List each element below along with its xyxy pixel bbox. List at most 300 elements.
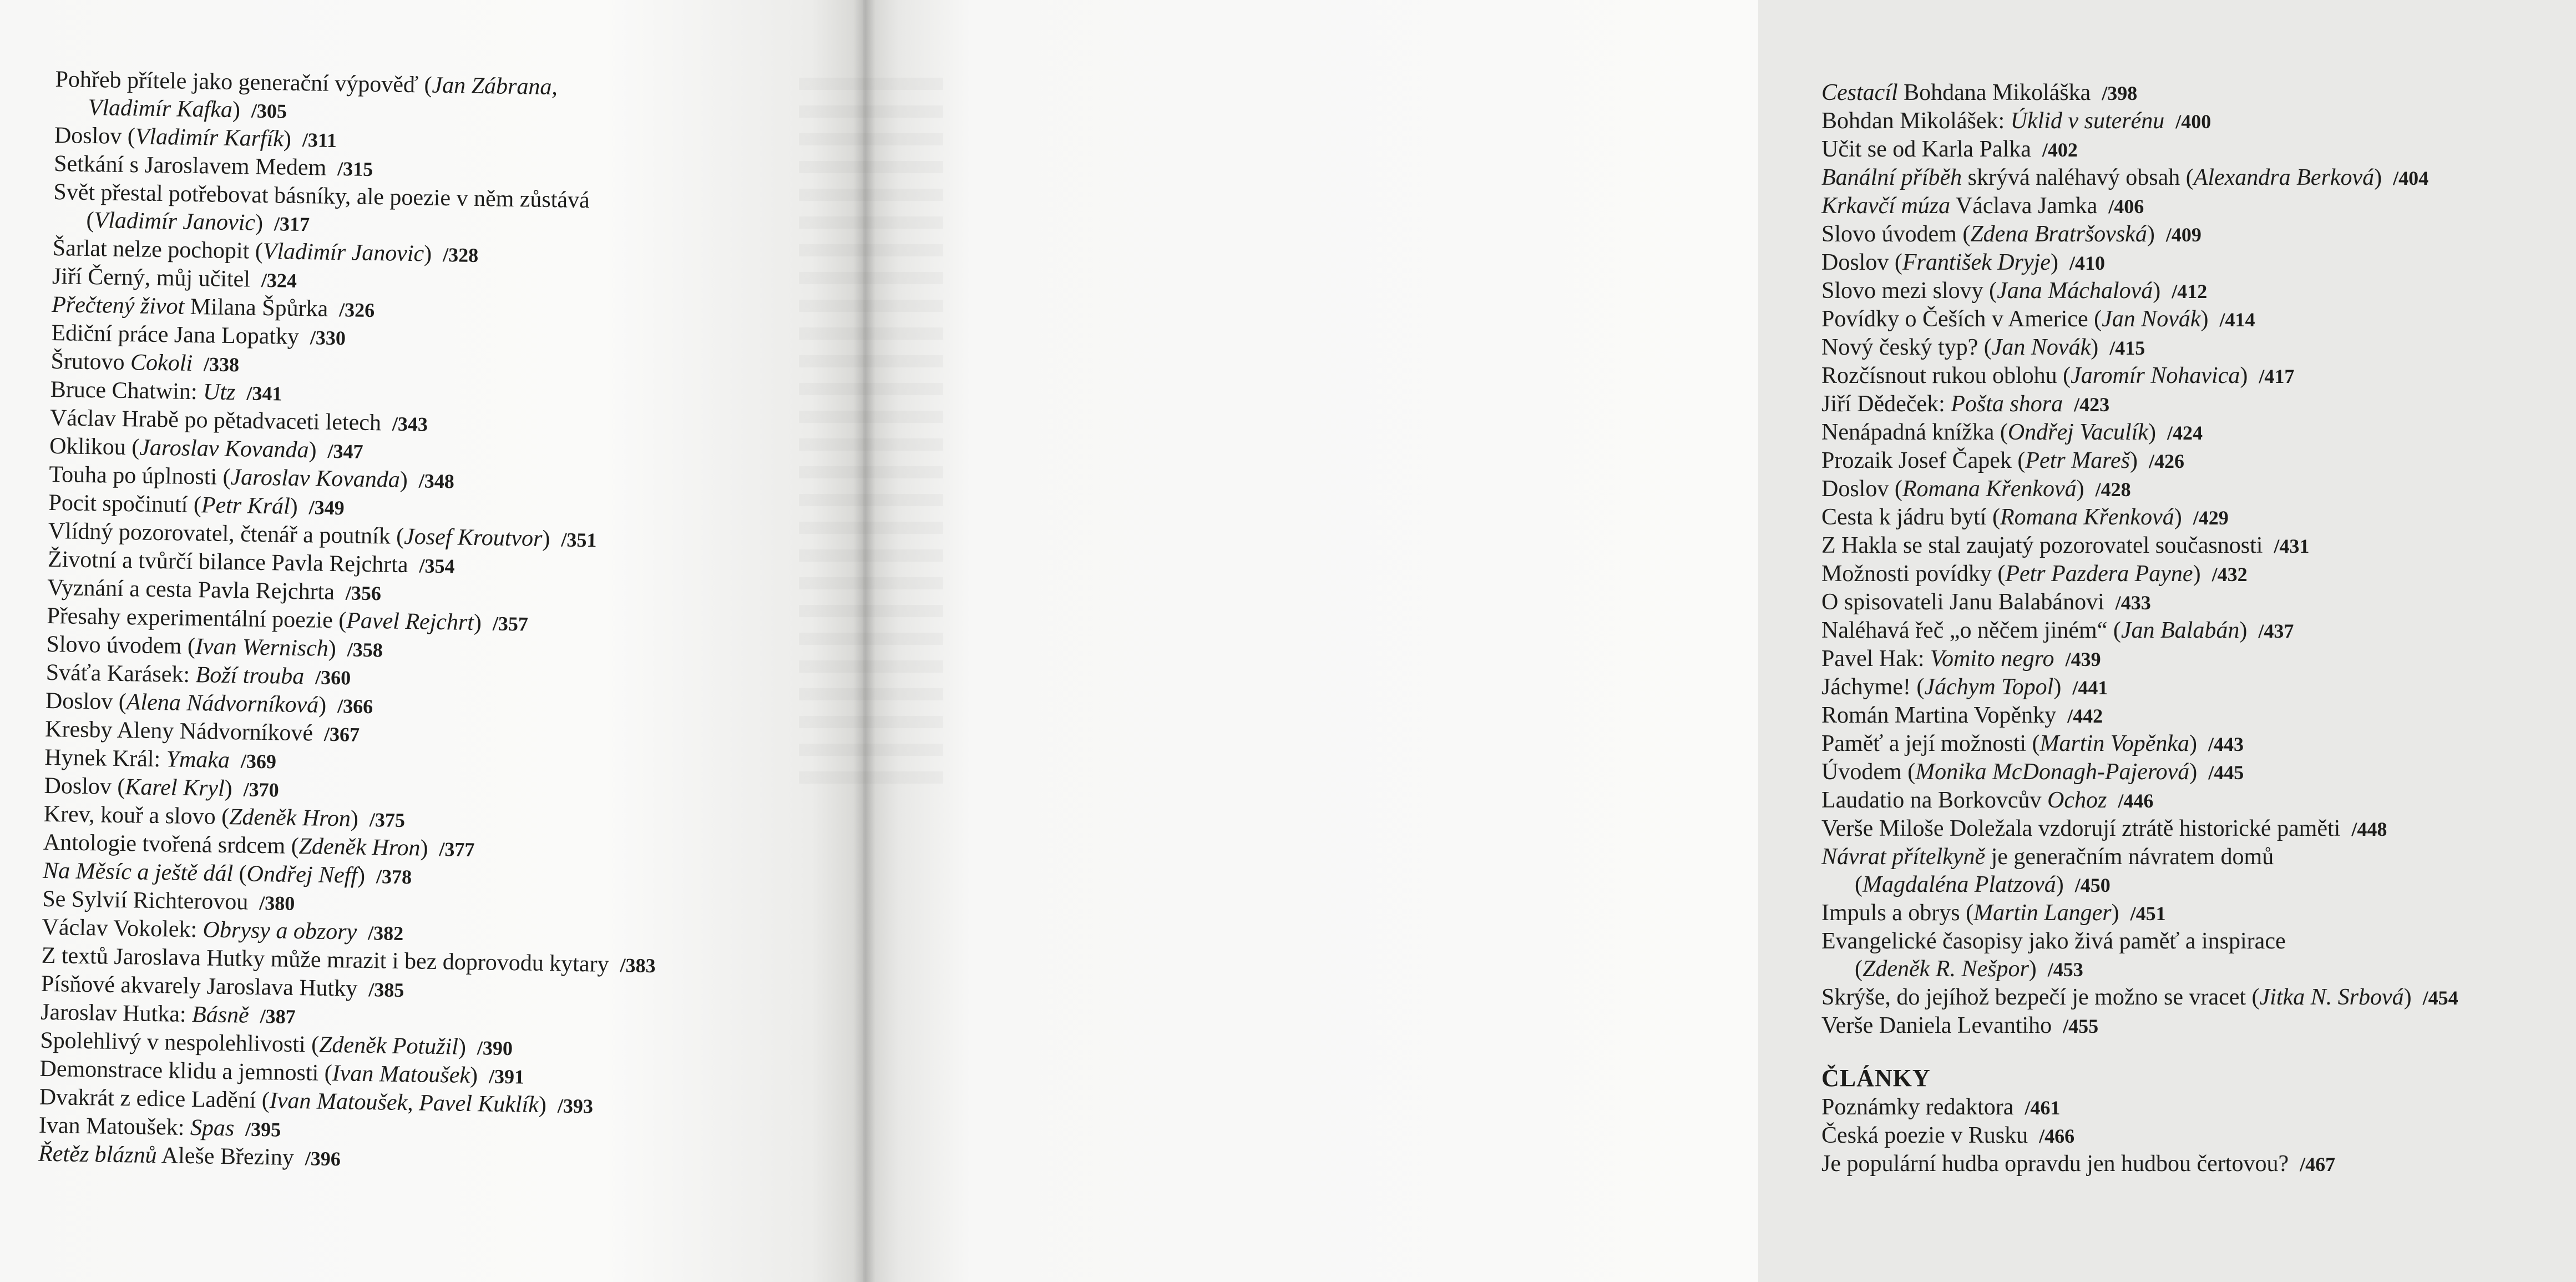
entry-text-italic: Zdeněk Hron [229,804,351,832]
section-heading: ČLÁNKY [1821,1064,1931,1092]
toc-entry [1821,983,2576,1012]
entry-text: ) [328,635,337,662]
entry-text: Slovo úvodem ( [46,631,196,660]
toc-entry-line [1821,1012,2576,1040]
entry-text-italic: Jaroslav Kovanda [139,435,309,463]
toc-entry [1821,1093,2576,1122]
entry-text: Možnosti povídky ( [1821,561,2006,587]
entry-text: Verše Miloše Doležala vzdorují ztrátě historické paměti [1821,816,2341,841]
toc-entry [1821,135,2576,164]
entry-text: Ivan Matoušek: [38,1112,191,1141]
toc-list-right-main [1821,79,2576,1040]
toc-entry-line [1821,475,2576,503]
entry-text: Je populární hudba opravdu jen hudbou čertovou? [1821,1151,2289,1177]
toc-entry [1821,673,2576,701]
toc-entry [1821,79,2576,107]
entry-text: ) [2240,363,2248,388]
entry-text: ) [224,775,233,802]
toc-entry-line [1821,192,2576,220]
entry-text: Dvakrát z edice Ladění ( [39,1084,270,1114]
entry-text-italic: Monika McDonagh-Pajerová [1915,759,2190,785]
toc-entry [1821,1122,2576,1150]
entry-text-italic: Jan Zábrana, [432,72,558,100]
toc-entry [1821,1012,2576,1040]
entry-text-italic: Ondřej Neff [246,861,358,889]
entry-text-italic: Romana Křenková [1902,476,2077,502]
page-number: /317 [274,213,310,236]
page-number: /433 [2115,592,2151,614]
page-number: /393 [557,1094,594,1118]
page-number: /454 [2422,987,2458,1009]
toc-entry [1821,617,2576,645]
entry-text-italic: Vladimír Karfík [135,124,284,152]
entry-text: ) [308,437,317,463]
toc-entry-line [1821,786,2576,815]
entry-text: ) [350,806,359,832]
page-number: /315 [337,158,373,181]
toc-entry [1821,786,2576,815]
toc-entry-line [1821,107,2576,135]
entry-text: ) [2148,420,2156,445]
entry-text: ) [2053,674,2062,700]
entry-text: Učit se od Karla Palka [1821,137,2031,162]
toc-entry-line [1821,673,2576,701]
entry-text: Prozaik Josef Čapek ( [1821,448,2026,473]
entry-text-italic: Pošta shora [1951,391,2063,417]
page-number: /441 [2072,677,2108,699]
entry-text: ) [2147,221,2155,247]
toc-entry [1821,560,2576,588]
page-number: /446 [2118,790,2154,812]
entry-text: ) [2050,250,2058,275]
entry-text-italic: Ymaka [166,746,230,774]
toc-entry-line [1821,390,2576,418]
entry-text-italic: Boží trouba [195,662,305,690]
entry-text-italic: Karel Kryl [125,774,225,801]
entry-text-italic: Jan Novák [1991,335,2091,360]
toc-entry-line [1821,983,2576,1012]
entry-text-italic: Zdeněk Potužil [318,1032,459,1060]
entry-text: Slovo mezi slovy ( [1821,278,1997,304]
toc-entry [1821,164,2576,192]
page-number: /348 [418,470,455,493]
page-number: /424 [2167,422,2203,444]
entry-text: Krev, kouř a slovo ( [43,801,230,830]
entry-text: ) [2174,504,2182,530]
toc-entry [1821,475,2576,503]
toc-entry-line [1821,758,2576,786]
entry-text-italic: Petr Král [201,492,291,519]
entry-text: ) [290,493,298,519]
entry-text: Česká poezie v Rusku [1821,1123,2028,1148]
toc-entry-line [1821,135,2576,164]
entry-text-italic: Jan Novák [2102,306,2201,332]
entry-text: Nový český typ? ( [1821,335,1992,360]
entry-text: ( [232,861,247,887]
entry-text: Aleše Březiny [156,1143,295,1170]
entry-text: Jaroslav Hutka: [40,999,193,1028]
page-number: /324 [261,269,297,292]
toc-entry [1821,843,2576,899]
toc-entry-line [1821,1150,2576,1178]
entry-text: ) [232,97,241,123]
page-number: /428 [2095,478,2131,501]
entry-text: Václava Jamka [1950,193,2098,219]
toc-entry-line [1821,730,2576,758]
page-number: /402 [2042,139,2078,161]
entry-text: ) [318,692,327,718]
page-number: /375 [369,809,406,832]
page-number: /461 [2025,1097,2061,1119]
toc-entry [1821,701,2576,730]
toc-entry [1821,1150,2576,1178]
toc-entry-line [1821,1122,2576,1150]
entry-text-italic: Magdaléna Platzová [1863,872,2056,897]
toc-entry [1821,334,2576,362]
entry-text: Impuls a obrys ( [1821,900,1974,926]
page-number: /432 [2211,563,2248,586]
entry-text-italic: Vomito negro [1930,646,2054,672]
entry-text-italic: Petr Mareš [2025,448,2130,473]
page-number: /390 [477,1037,513,1060]
entry-text-italic: Cokoli [130,350,193,376]
entry-text: Kresby Aleny Nádvorníkové [44,716,313,746]
entry-text: Román Martina Vopěnky [1821,703,2057,728]
toc-entry-line [1821,362,2576,390]
entry-text: ) [473,609,482,636]
page-number: /417 [2259,365,2295,387]
toc-entry [1821,758,2576,786]
toc-entry-line [1821,899,2576,927]
page-number: /351 [561,528,597,552]
page-number: /450 [2074,874,2111,896]
right-page [863,0,2458,1282]
page-number: /358 [347,638,383,662]
entry-text: ) [2111,900,2119,926]
entry-text-italic: Obrysy a obzory [203,917,357,945]
entry-text: Bohdan Mikolášek: [1821,108,2011,134]
page-number: /426 [2148,450,2184,472]
entry-text: Milana Špůrka [184,294,328,322]
page-number: /409 [2165,224,2202,246]
page-number: /354 [419,554,455,578]
entry-text: skrývá naléhavý obsah ( [1962,165,2194,190]
page-number: /466 [2039,1125,2075,1147]
page-number: /328 [442,244,479,267]
entry-text: Povídky o Češích v Americe ( [1821,306,2102,332]
entry-text: Doslov ( [44,773,125,800]
page-number: /451 [2130,902,2166,925]
entry-text: Verše Daniela Levantiho [1821,1013,2052,1038]
page-number: /347 [327,440,363,463]
entry-text: ) [255,210,264,236]
entry-text: Vyznání a cesta Pavla Rejchrta [47,574,335,605]
entry-text: O spisovateli Janu Balabánovi [1821,589,2104,615]
toc-entry-line [1821,588,2576,617]
page-number: /415 [2109,337,2145,359]
entry-text: ) [2189,731,2197,756]
entry-text: Šrutovo [50,348,131,376]
entry-text-italic: Romana Křenková [2000,504,2174,530]
entry-text-italic: Vladimír Janovic [94,208,256,236]
entry-text: Jiří Černý, můj učitel [52,263,251,292]
toc-entry [1821,927,2576,983]
entry-text: Pohřeb přítele jako generační výpověď ( [55,66,432,98]
entry-text-italic: Josef Kroutvor [403,523,543,552]
page-number: /377 [439,838,475,861]
entry-text-italic: Petr Pazdera Payne [2005,561,2193,587]
entry-text: Paměť a její možnosti ( [1821,731,2040,756]
toc-entry [1821,305,2576,334]
entry-text: ( [86,207,94,234]
entry-text: ( [1855,956,1863,982]
entry-text: ) [2076,476,2084,502]
toc-entry-line [1821,532,2576,560]
page-number: /330 [310,326,346,350]
toc-entry-line [1821,447,2576,475]
entry-text: ) [2189,759,2198,785]
entry-text: Hynek Král: [44,744,167,773]
toc-list-right [1821,79,2576,1178]
page-number: /423 [2074,393,2110,416]
page-number: /448 [2351,818,2387,840]
entry-text: Václav Hrabě po pětadvaceti letech [49,405,382,436]
toc-entry-line [1821,560,2576,588]
toc-entry-continuation [1821,871,2576,899]
entry-text: ) [399,467,408,493]
page-number: /395 [245,1118,281,1141]
page-number: /429 [2193,507,2229,529]
entry-text-italic: Martin Vopěnka [2039,731,2189,756]
entry-text: ) [2239,618,2248,643]
toc-entry-line [1821,79,2576,107]
entry-text: Svět přestal potřebovat básníky, ale poezie v něm zůstává [53,179,590,214]
entry-text-italic: Vladimír Kafka [88,94,233,123]
entry-text-italic: Jaromír Nohavica [2071,363,2240,388]
page-number: /442 [2067,705,2103,727]
page-number: /455 [2063,1015,2099,1037]
entry-text: ) [423,241,432,267]
page-number: /412 [2172,280,2208,302]
page-number: /400 [2175,110,2211,133]
entry-text: Úvodem ( [1821,759,1916,785]
entry-text: Bohdana Mikoláška [1897,80,2091,105]
page-number: /349 [308,496,345,519]
entry-text-italic: Návrat přítelkyně [1821,844,1986,870]
entry-text: Oklikou ( [49,433,140,461]
entry-text-italic: Spas [190,1115,235,1142]
entry-text-italic: Zdeněk Hron [298,834,421,861]
page-number: /382 [367,922,404,945]
entry-text: ) [469,1062,478,1089]
toc-entry [1821,447,2576,475]
toc-list-section [1821,1093,2576,1178]
entry-text: ) [283,126,292,152]
entry-text-italic: Přečtený život [51,291,185,320]
page-number: /305 [251,99,287,123]
toc-entry [1821,645,2576,673]
entry-text: Sváťa Karásek: [45,659,196,688]
entry-text: Jáchyme! ( [1821,674,1925,700]
toc-entry [1821,588,2576,617]
toc-entry [1821,362,2576,390]
toc-entry-line [1821,617,2576,645]
entry-text: Z textů Jaroslava Hutky může mrazit i bez doprovodu kytary [41,942,609,977]
entry-text: Přesahy experimentální poezie ( [47,603,347,634]
page-number: /338 [203,353,240,376]
page-number: /378 [376,865,412,889]
entry-text-italic: Jáchym Topol [1924,674,2054,700]
entry-text: ) [2193,561,2201,587]
entry-text: Z Hakla se stal zaujatý pozorovatel současnosti [1821,533,2263,558]
entry-text: Evangelické časopisy jako živá paměť a inspirace [1821,928,2286,954]
toc-entry-line [1821,418,2576,447]
entry-text-italic: Banální příběh [1821,165,1962,190]
entry-text-italic: Martin Langer [1973,900,2112,926]
page-number: /410 [2069,252,2105,274]
entry-text: ) [2028,956,2037,982]
entry-text: ) [2056,872,2064,897]
entry-text: ) [2153,278,2161,304]
toc-entry-continuation [1821,955,2576,983]
toc-entry-line [1821,220,2576,249]
toc-entry-line [1821,503,2576,532]
entry-text: Bruce Chatwin: [50,376,204,405]
page-number: /391 [488,1065,525,1088]
entry-text: Demonstrace klidu a jemnosti ( [39,1056,333,1087]
toc-entry-line [1821,164,2576,192]
page-number: /385 [368,978,404,1002]
page-number: /387 [260,1005,296,1028]
entry-text: Rozčísnout rukou oblohu ( [1821,363,2071,388]
entry-text: Vlídný pozorovatel, čtenář a poutník ( [48,518,404,549]
entry-text-italic: Básně [191,1002,250,1028]
entry-text-italic: Krkavčí múza [1821,193,1951,219]
entry-text: ) [542,526,550,552]
toc-entry [1821,815,2576,843]
entry-text: Pocit spočinutí ( [48,489,202,518]
entry-text: ) [2129,448,2138,473]
toc-entry-line [1821,305,2576,334]
toc-entry [1821,192,2576,220]
toc-entry-line [1821,701,2576,730]
toc-entry [1821,532,2576,560]
entry-text: Životní a tvůrčí bilance Pavla Rejchrta [47,546,408,578]
entry-text-italic: Ondřej Vaculík [2007,420,2148,445]
entry-text: Spolehlivý v nespolehlivosti ( [40,1027,320,1058]
toc-entry-line [1821,815,2576,843]
entry-text-italic: Ivan Matoušek, Pavel Kuklík [269,1088,539,1118]
entry-text: Naléhavá řeč „o něčem jiném“ ( [1821,618,2121,643]
entry-text-italic: Ivan Wernisch [195,634,329,662]
toc-entry-line [1821,927,2576,955]
left-page [0,0,863,1282]
page-number: /445 [2208,761,2244,784]
toc-entry [1821,390,2576,418]
entry-text: Jiří Dědeček: [1821,391,1951,417]
page-number: /380 [259,891,295,915]
entry-text-italic: Řetěz bláznů [38,1140,158,1169]
entry-text-italic: Zdeněk R. Nešpor [1863,956,2029,982]
entry-text-italic: Zdena Bratršovská [1970,221,2147,247]
entry-text: Doslov ( [45,688,127,715]
entry-text: Pavel Hak: [1821,646,1930,672]
entry-text: Doslov ( [1821,250,1902,275]
toc-entry [1821,730,2576,758]
entry-text-italic: Alexandra Berková [2193,165,2375,190]
entry-text: ) [538,1092,547,1118]
page-number: /369 [240,750,277,773]
entry-text: ) [458,1034,467,1060]
toc-entry-line [1821,277,2576,305]
entry-text: Laudatio na Borkovcův [1821,788,2048,813]
entry-text: Se Sylvií Richterovou [42,886,249,915]
entry-text: je generačním návratem domů [1985,844,2274,870]
entry-text: Slovo úvodem ( [1821,221,1971,247]
page-number: /406 [2108,195,2144,218]
toc-entry-line [1821,843,2576,871]
entry-text: ) [420,835,428,861]
toc-entry-line [1821,334,2576,362]
entry-text: ) [2403,985,2412,1010]
page-number: /343 [392,412,428,436]
entry-text: Cesta k jádru bytí ( [1821,504,2000,530]
page-number: /360 [315,666,351,689]
toc-entry [1821,220,2576,249]
toc-entry [1821,418,2576,447]
toc-entry [1821,277,2576,305]
toc-entry [1821,503,2576,532]
page-number: /414 [2219,309,2255,331]
entry-text: Václav Vokolek: [42,914,203,943]
page-number: /370 [243,778,279,801]
entry-text-italic: Jan Balabán [2120,618,2240,643]
toc-entry [1821,107,2576,135]
entry-text: Antologie tvořená srdcem ( [43,829,300,860]
entry-text-italic: Vladimír Janovic [262,238,424,267]
entry-text-italic: Ivan Matoušek [332,1061,470,1088]
gutter-shadow [853,0,875,1282]
page-number: /326 [338,299,375,322]
toc-entry [1821,249,2576,277]
entry-text: ) [357,862,366,889]
page-number: /404 [2393,167,2429,189]
toc-entry-line [1821,1093,2576,1122]
entry-text: Ediční práce Jana Lopatky [51,320,300,350]
entry-text-italic: Utz [203,379,236,406]
entry-text-italic: Jitka N. Srbová [2259,985,2404,1010]
entry-text: ) [2091,335,2099,360]
entry-text: ) [2200,306,2209,332]
entry-text: Touha po úplnosti ( [49,461,231,491]
page-number: /437 [2258,620,2294,642]
page-number: /311 [302,129,337,152]
entry-text: Šarlat nelze pochopit ( [52,235,264,264]
page-number: /467 [2300,1153,2336,1175]
entry-text-italic: Úklid v suterénu [2010,108,2165,134]
entry-text-italic: Cestacíl [1821,80,1898,105]
entry-text: ) [2374,165,2382,190]
page-number: /366 [337,695,373,718]
page-number: /383 [620,954,656,977]
entry-text-italic: Alena Nádvorníková [126,689,319,718]
page-number: /341 [246,382,282,405]
page-number: /357 [492,612,529,635]
page-number: /453 [2047,958,2083,981]
toc-entry [1821,899,2576,927]
entry-text: Poznámky redaktora [1821,1094,2014,1120]
entry-text-italic: Na Měsíc a ještě dál [42,857,234,887]
